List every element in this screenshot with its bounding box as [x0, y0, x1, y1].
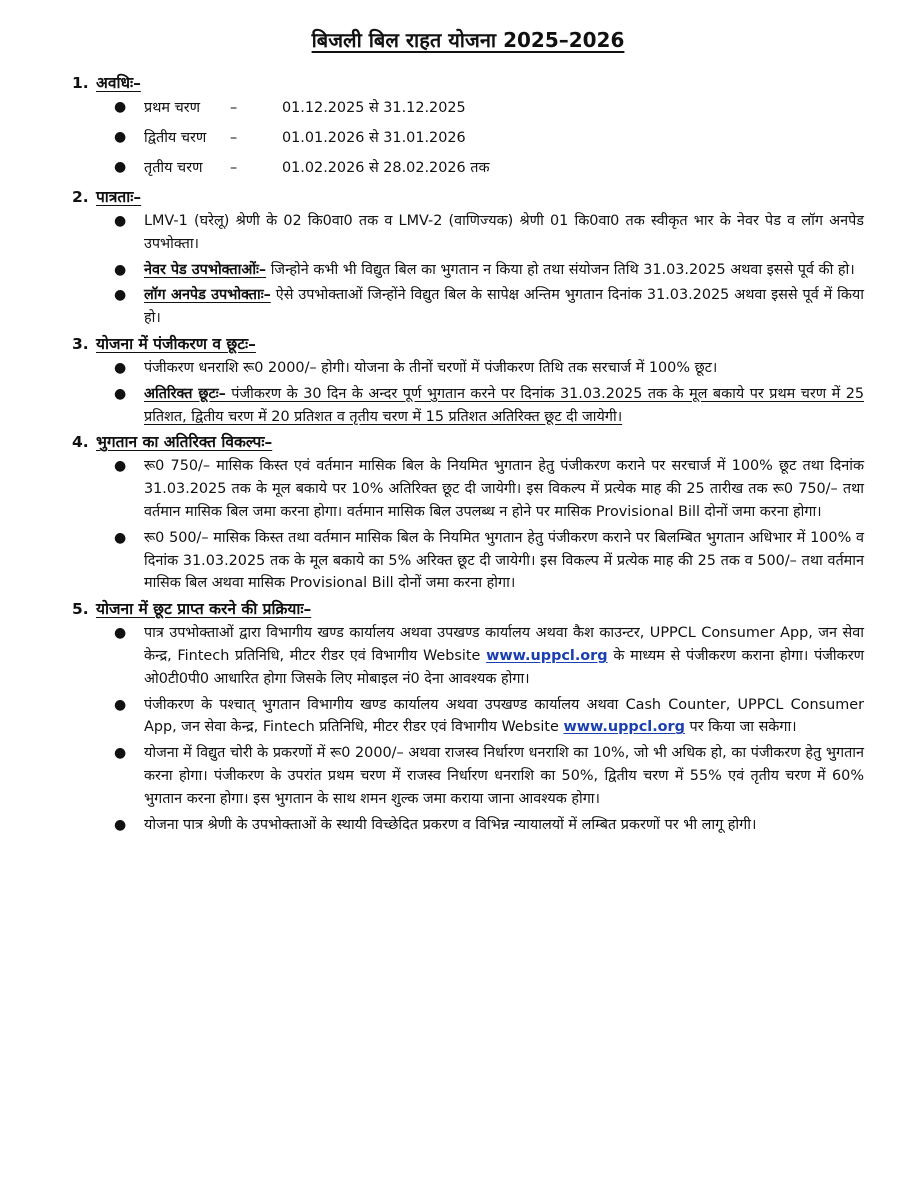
item-text: ऐसे उपभोक्ताओं जिन्होंने विद्युत बिल के सापेक्ष अन्तिम भुगतान दिनांक 31.03.2025 अथवा इससे पूर्व में किया हो।	[144, 287, 865, 327]
section-title: योजना में पंजीकरण व छूटः–	[96, 334, 256, 353]
item-text: पंजीकरण के 30 दिन के अन्दर पूर्ण भुगतान करने पर दिनांक 31.03.2025 तक के मूल बकाये पर प्रथम चरण में 25 प्रतिशत, द्वितीय चरण में 20 प्रतिशत व तृतीय चरण में 15 प्रतिशत अतिरिक्त छूट दी जायेगी।	[144, 385, 865, 425]
registration-list	[72, 357, 864, 428]
section-heading	[72, 72, 864, 94]
bullet-icon: ●	[114, 529, 127, 546]
eligibility-list	[72, 210, 864, 330]
list-item	[114, 383, 865, 429]
item-tail: के माध्यम से पंजीकरण कराना होगा। पंजीकरण ओ0टी0पी0 आधारित होगा जिसके लिए मोबाइल नं0 देना आवश्यक होगा।	[144, 647, 864, 687]
section-number: 5.	[72, 600, 89, 619]
section-payment-options	[72, 431, 864, 595]
bullet-icon: ●	[114, 745, 127, 762]
bullet-icon: ●	[114, 625, 127, 642]
bullet-icon: ●	[114, 287, 127, 304]
list-item	[114, 622, 864, 690]
section-heading	[72, 333, 864, 355]
item-tail: पर किया जा सकेगा।	[684, 719, 797, 736]
item-text: जिन्होने कभी भी विद्युत बिल का भुगतान न किया हो तथा संयोजन तिथि 31.03.2025 अथवा इससे पूर्व की हो।	[266, 261, 855, 278]
item-text: योजना में विद्युत चोरी के प्रकरणों में रू0 2000/– अथवा राजस्व निर्धारण धनराशि का 10%, जो भी अधिक हो, का पंजीकरण हेतु भुगतान करना होगा। पंजीकरण के उपरांत प्रथम चरण में राजस्व निर्धारण धनराशि का 50%, द्वितीय चरण में 55% एवं तृतीय चरण में 60% भुगतान करना होगा। इस भुगतान के साथ शमन शुल्क जमा कराया जाना आवश्यक होगा।	[144, 745, 864, 807]
section-process	[72, 598, 864, 836]
item-lead: लॉग अनपेड उपभोक्ताः–	[144, 287, 271, 304]
list-item	[114, 259, 864, 282]
item-text: पंजीकरण के पश्चात् भुगतान विभागीय खण्ड कार्यालय अथवा उपखण्ड कार्यालय अथवा Cash Counter, UPPCL Consumer App, जन सेवा केन्द्र, Fintech प्रतिनिधि, मीटर रीडर एवं विभागीय Website	[144, 696, 864, 736]
item-lead: अतिरिक्त छूटः–	[144, 385, 226, 402]
phase-dates: 01.01.2026 से 31.01.2026	[282, 130, 466, 146]
bullet-icon: ●	[114, 213, 127, 229]
process-list	[72, 622, 864, 836]
phase-dash: –	[230, 130, 238, 146]
phase-dates: 01.12.2025 से 31.12.2025	[282, 100, 466, 116]
section-title: योजना में छूट प्राप्त करने की प्रक्रियाः–	[96, 600, 312, 619]
bullet-icon: ●	[114, 816, 127, 833]
section-title: भुगतान का अतिरिक्त विकल्पः–	[96, 433, 273, 452]
phase-item	[114, 156, 864, 180]
bullet-icon: ●	[114, 159, 127, 175]
bullet-icon: ●	[114, 99, 127, 115]
list-item	[114, 694, 864, 740]
bullet-icon: ●	[114, 359, 127, 376]
phase-dates: 01.02.2026 से 28.02.2026 तक	[282, 160, 490, 176]
section-number: 1.	[72, 74, 89, 92]
list-item	[114, 357, 864, 380]
phase-item	[114, 96, 864, 120]
item-text: पात्र उपभोक्ताओं द्वारा विभागीय खण्ड कार्यालय अथवा उपखण्ड कार्यालय अथवा कैश काउन्टर, UPPCL Consumer App, जन सेवा केन्द्र, Fintech प्रतिनिधि, मीटर रीडर एवं विभागीय Website	[144, 625, 864, 664]
list-item	[114, 284, 865, 330]
payment-options-list	[72, 455, 864, 595]
bullet-icon: ●	[114, 696, 127, 713]
phase-dash: –	[230, 160, 238, 176]
bullet-icon: ●	[114, 385, 127, 402]
list-item	[114, 814, 864, 837]
section-number: 2.	[72, 188, 89, 206]
website-link[interactable]: www.uppcl.org	[486, 647, 608, 664]
section-heading	[72, 598, 864, 620]
bullet-icon: ●	[114, 261, 127, 278]
phase-list	[72, 96, 864, 180]
item-text: पंजीकरण धनराशि रू0 2000/– होगी। योजना के तीनों चरणों में पंजीकरण तिथि तक सरचार्ज में 100% छूट।	[144, 359, 718, 376]
item-text: LMV-1 (घरेलू) श्रेणी के 02 कि0वा0 तक व LMV-2 (वाणिज्यक) श्रेणी 01 कि0वा0 तक स्वीकृत भार के नेवर पेड व लॉग अनपेड उपभोक्ता।	[144, 213, 864, 252]
section-registration	[72, 333, 864, 428]
list-item	[114, 210, 864, 256]
phase-dash: –	[230, 100, 238, 116]
section-eligibility	[72, 186, 864, 330]
list-item	[114, 455, 864, 523]
item-text: रू0 500/– मासिक किस्त तथा वर्तमान मासिक बिल के नियमित भुगतान हेतु पंजीकरण कराने पर बिलम्बित भुगतान अधिभार में 100% व दिनांक 31.03.2025 तक के मूल बकाये का 5% अरिक्त छूट दी जायेगी। इस विकल्प में प्रत्येक माह की 25 तक व 500/– तथा वर्तमान मासिक बिल अथवा मासिक Provisional Bill दोनों जमा करना होगा।	[144, 529, 864, 592]
item-lead: नेवर पेड उपभोक्ताओंः–	[144, 261, 267, 278]
bullet-icon: ●	[114, 458, 127, 475]
phase-item	[114, 126, 864, 150]
document-title: बिजली बिल राहत योजना 2025–2026	[311, 28, 625, 52]
phase-name: प्रथम चरण	[144, 100, 200, 116]
section-heading	[72, 431, 864, 453]
item-text: योजना पात्र श्रेणी के उपभोक्ताओं के स्थायी विच्छेदित प्रकरण व विभिन्न न्यायालयों में लम्बित प्रकरणों पर भी लागू होगी।	[144, 816, 757, 833]
item-text: रू0 750/– मासिक किस्त एवं वर्तमान मासिक बिल के नियमित भुगतान हेतु पंजीकरण कराने पर सरचार्ज में 100% छूट तथा दिनांक 31.03.2025 तक के मूल बकाये पर 10% अतिरिक्त छूट दी जायेगी। इस विकल्प में प्रत्येक माह की 25 तारीख तक रू0 750/– तथा वर्तमान मासिक बिल जमा करना होगा। वर्तमान मासिक बिल उपलब्ध न होने पर मासिक Provisional Bill दोनों जमा करना होगा।	[144, 458, 864, 520]
section-title: अवधिः–	[96, 74, 141, 92]
list-item	[114, 742, 864, 810]
website-link[interactable]: www.uppcl.org	[563, 719, 685, 736]
section-period	[72, 72, 864, 180]
section-heading	[72, 186, 864, 208]
list-item	[114, 527, 864, 595]
section-title: पात्रताः–	[96, 188, 142, 206]
phase-name: द्वितीय चरण	[144, 130, 207, 146]
section-number: 4.	[72, 433, 89, 452]
bullet-icon: ●	[114, 129, 127, 145]
section-number: 3.	[72, 334, 89, 353]
phase-name: तृतीय चरण	[144, 160, 203, 176]
